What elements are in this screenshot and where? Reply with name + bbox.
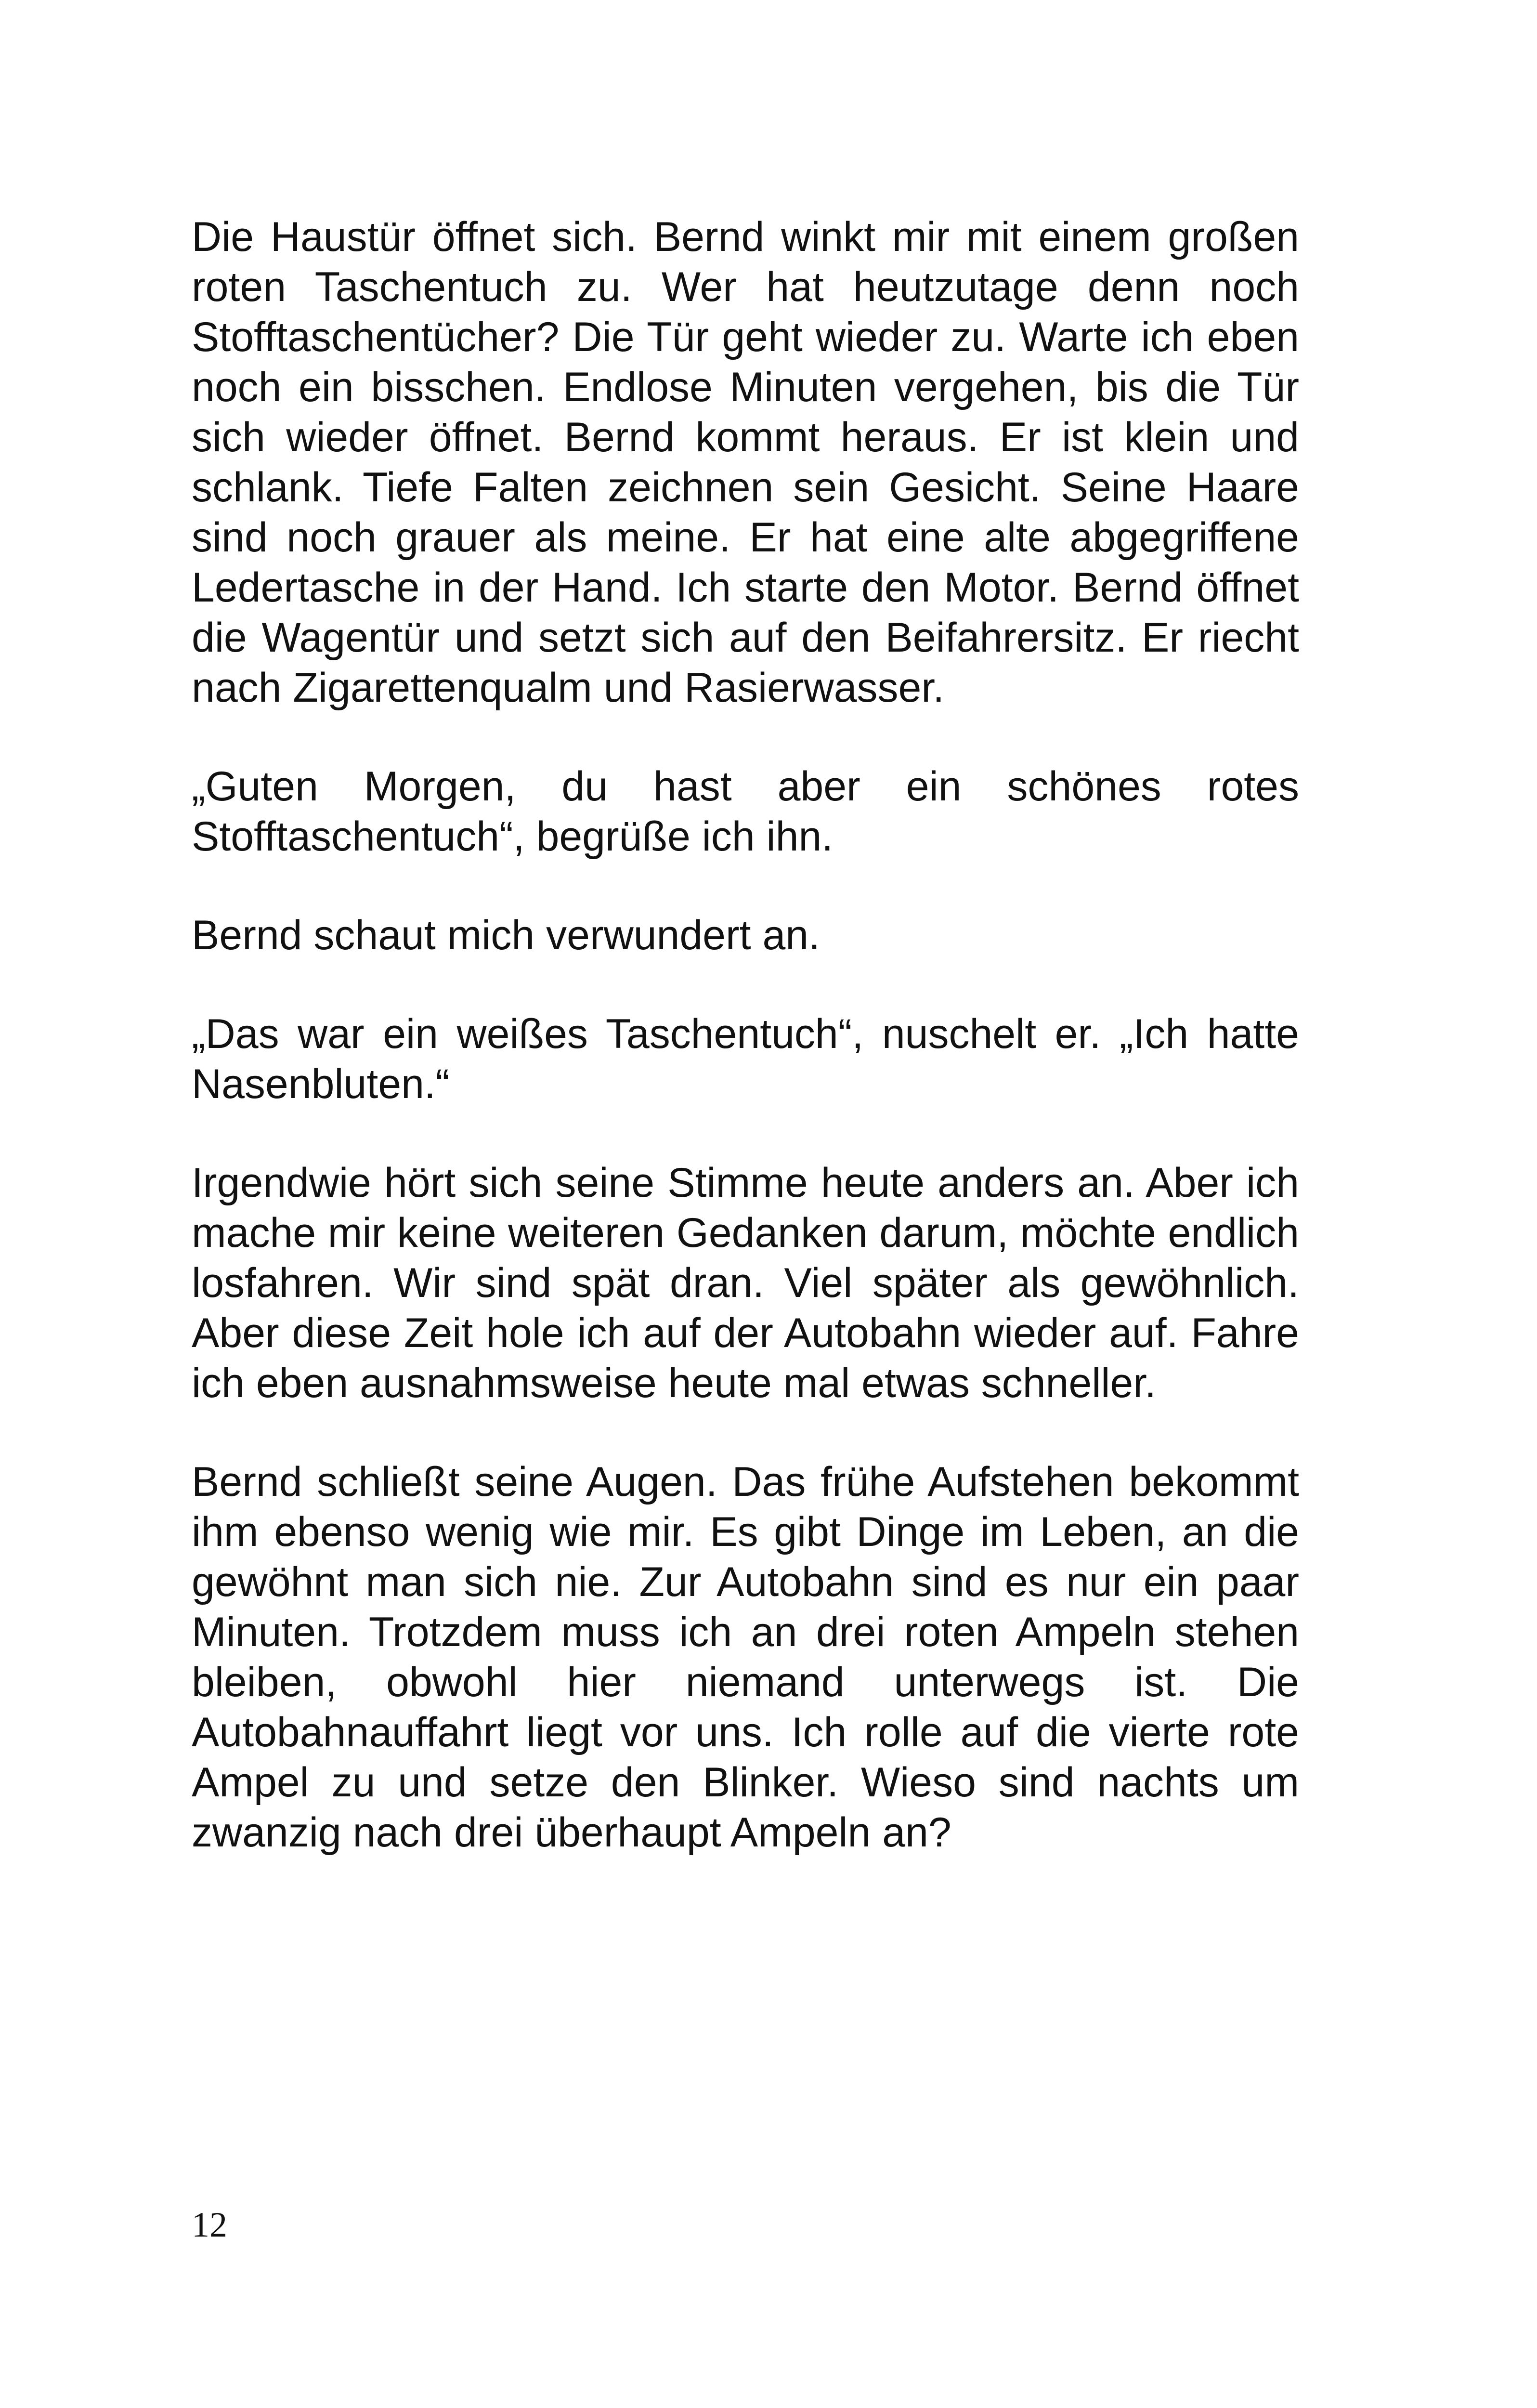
paragraph-4: „Das war ein weißes Taschentuch“, nuschelt er. „Ich hatte Nasenbluten.“ xyxy=(192,1011,1299,1107)
body-text xyxy=(192,212,1299,1906)
paragraph-1: Die Haustür öffnet sich. Bernd winkt mir mit einem großen roten Taschentuch zu. Wer hat heutzutage denn noch Stofftaschentücher? Die Tür geht wieder zu. Warte ich eben noch ein bisschen. Endlose Minuten vergehen, bis die Tür sich wieder öffnet. Bernd kommt heraus. Er ist klein und schlank. Tiefe Falten zeichnen sein Gesicht. Seine Haare sind noch grauer als meine. Er hat eine alte abgegriffene Ledertasche in der Hand. Ich starte den Motor. Bernd öffnet die Wagentür und setzt sich auf den Beifahrersitz. Er riecht nach Zigarettenqualm und Rasierwasser. xyxy=(192,214,1299,711)
paragraph-3: Bernd schaut mich verwundert an. xyxy=(192,912,820,958)
paragraph-6: Bernd schließt seine Augen. Das frühe Aufstehen bekommt ihm ebenso wenig wie mir. Es gibt Dinge im Leben, an die gewöhnt man sich nie. Zur Autobahn sind es nur ein paar Minuten. Trotzdem muss ich an drei roten Ampeln stehen bleiben, obwohl hier niemand unterwegs ist. Die Autobahnauffahrt liegt vor uns. Ich rolle auf die vierte rote Ampel zu und setze den Blinker. Wieso sind nachts um zwanzig nach drei überhaupt Ampeln an? xyxy=(192,1459,1299,1856)
paragraph-5: Irgendwie hört sich seine Stimme heute anders an. Aber ich mache mir keine weiteren Gedanken darum, möchte endlich losfahren. Wir sind spät dran. Viel später als gewöhnlich. Aber diese Zeit hole ich auf der Autobahn wieder auf. Fahre ich eben ausnahmsweise heute mal etwas schneller. xyxy=(192,1160,1299,1406)
page-number: 12 xyxy=(192,2205,227,2245)
paragraph-2: „Guten Morgen, du hast aber ein schönes rotes Stofftaschentuch“, begrüße ich ihn. xyxy=(192,763,1299,860)
